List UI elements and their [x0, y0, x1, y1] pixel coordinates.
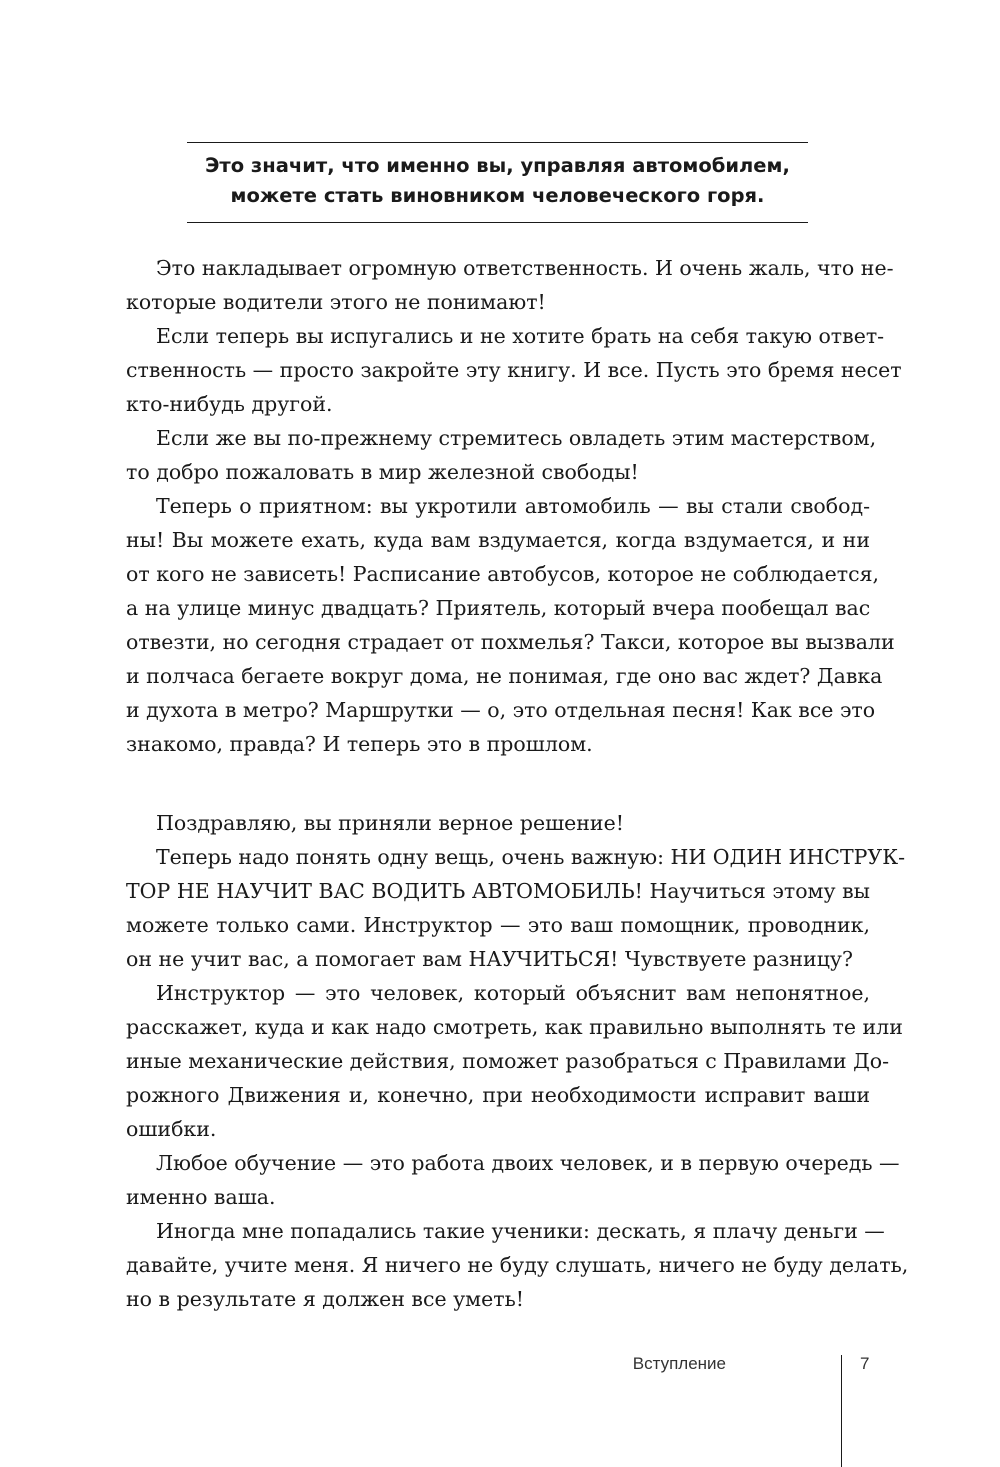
text-line: рожного Движения и, конечно, при необходимости исправит ваши	[126, 1083, 870, 1107]
text-line: иные механические действия, поможет разобраться с Правилами До-	[126, 1049, 890, 1073]
pull-quote-line: можете стать виновником человеческого горя.	[230, 184, 765, 207]
text-line: Если теперь вы испугались и не хотите брать на себя такую ответ-	[156, 324, 885, 348]
body-text	[126, 251, 909, 1316]
text-line: Теперь надо понять одну вещь, очень важную: НИ ОДИН ИНСТРУК-	[156, 845, 906, 869]
text-line: Теперь о приятном: вы укротили автомобиль — вы стали свобод-	[156, 494, 870, 518]
text-line: которые водители этого не понимают!	[126, 290, 546, 314]
text-line: можете только сами. Инструктор — это ваш помощник, проводник,	[126, 913, 870, 937]
text-line: именно ваша.	[126, 1185, 276, 1209]
text-line: кто-нибудь другой.	[126, 392, 333, 416]
running-footer-section: Вступление	[632, 1354, 726, 1373]
text-line: от кого не зависеть! Расписание автобусов, которое не соблюдается,	[126, 562, 880, 586]
text-line: расскажет, куда и как надо смотреть, как правильно выполнять те или	[126, 1015, 903, 1039]
pull-quote	[187, 142, 808, 223]
text-line: давайте, учите меня. Я ничего не буду слушать, ничего не буду делать,	[126, 1253, 909, 1277]
paragraph-freedom	[126, 489, 895, 761]
text-line: знакомо, правда? И теперь это в прошлом.	[126, 732, 593, 756]
text-line: ТОР НЕ НАУЧИТ ВАС ВОДИТЬ АВТОМОБИЛЬ! Научиться этому вы	[126, 879, 870, 903]
text-line: Инструктор — это человек, который объяснит вам непонятное,	[156, 981, 870, 1005]
pull-quote-line: Это значит, что именно вы, управляя автомобилем,	[205, 154, 790, 177]
paragraph-close-book	[126, 319, 902, 421]
text-line: отвезти, но сегодня страдает от похмелья? Такси, которое вы вызвали	[126, 630, 895, 654]
text-line: ошибки.	[126, 1117, 217, 1141]
text-line: Любое обучение — это работа двоих человек, и в первую очередь —	[156, 1151, 900, 1175]
section-gap	[126, 761, 870, 806]
text-line: а на улице минус двадцать? Приятель, который вчера пообещал вас	[126, 596, 871, 620]
paragraph-responsibility	[126, 251, 894, 319]
text-line: и духота в метро? Маршрутки — о, это отдельная песня! Как все это	[126, 698, 876, 722]
text-line: Если же вы по-прежнему стремитесь овладеть этим мастерством,	[156, 426, 877, 450]
paragraph-instructor-warning	[126, 840, 906, 976]
text-line: он не учит вас, а помогает вам НАУЧИТЬСЯ! Чувствуете разницу?	[126, 947, 853, 971]
text-line: то добро пожаловать в мир железной свободы!	[126, 460, 639, 484]
paragraph-instructor-role	[126, 976, 903, 1146]
paragraph-students	[126, 1214, 909, 1316]
text-line: и полчаса бегаете вокруг дома, не понимая, где оно вас ждет? Давка	[126, 664, 883, 688]
text-line: ственность — просто закройте эту книгу. И все. Пусть это бремя несет	[126, 358, 902, 382]
paragraph-welcome	[126, 421, 877, 489]
text-line: Иногда мне попадались такие ученики: дескать, я плачу деньги —	[156, 1219, 885, 1243]
text-line: ны! Вы можете ехать, куда вам вздумается, когда вздумается, и ни	[126, 528, 870, 552]
paragraph-congratulations	[126, 806, 870, 840]
footer-divider	[841, 1355, 842, 1467]
text-line: но в результате я должен все уметь!	[126, 1287, 524, 1311]
text-line: Это накладывает огромную ответственность. И очень жаль, что не-	[156, 256, 894, 280]
paragraph-learning-work	[126, 1146, 900, 1214]
page-footer	[632, 1350, 900, 1467]
text-line: Поздравляю, вы приняли верное решение!	[156, 811, 624, 835]
page-number: 7	[860, 1354, 870, 1373]
